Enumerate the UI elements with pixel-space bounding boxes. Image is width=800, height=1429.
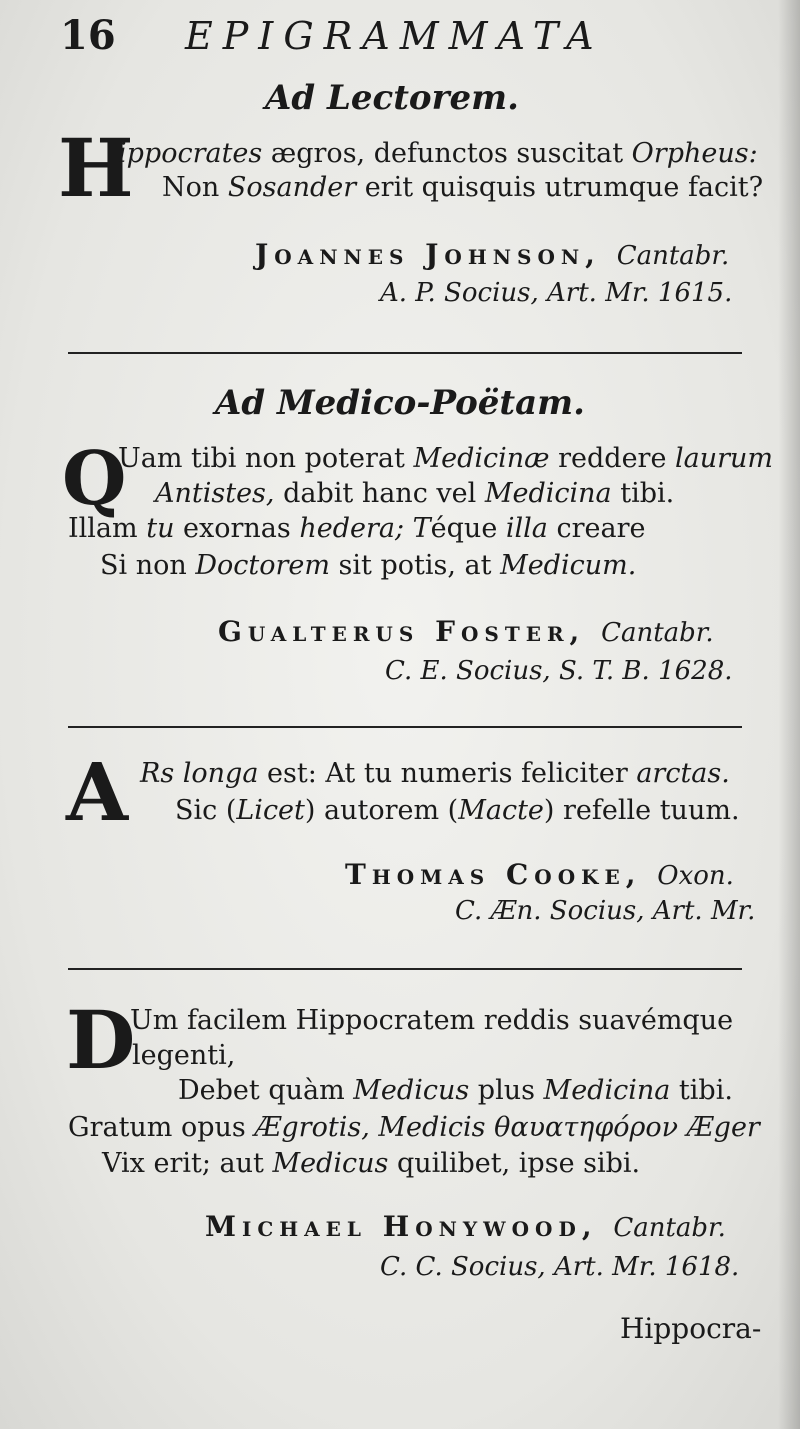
author-name <box>345 858 734 891</box>
drop-cap: Q <box>62 436 127 522</box>
verse-fragment: est: At tu numeris feliciter <box>258 758 637 789</box>
verse-fragment: reddere <box>549 443 676 474</box>
verse-fragment: Medicus <box>272 1148 389 1179</box>
section-divider <box>68 726 742 728</box>
verse-fragment: Æger <box>678 1112 760 1143</box>
author-text: Joannes Johnson, <box>255 238 601 271</box>
author-university: Cantabr. <box>616 241 730 271</box>
author-text: Gualterus Foster, <box>218 615 586 648</box>
verse-fragment: Medicus <box>353 1075 470 1106</box>
verse-fragment: illa <box>505 513 548 544</box>
verse-fragment: tibi. <box>670 1075 733 1106</box>
verse-line <box>162 172 763 203</box>
verse-fragment: Vix erit; aut <box>102 1148 273 1179</box>
verse-fragment: Rs longa <box>140 758 259 789</box>
verse-line <box>140 758 730 789</box>
page-spine-shadow <box>778 0 800 1429</box>
author-university: Cantabr. <box>613 1213 726 1243</box>
verse-line <box>68 513 645 544</box>
author-university: Oxon. <box>657 861 734 891</box>
verse-line <box>118 443 773 474</box>
author-affiliation: C. E. Socius, S. T. B. 1628. <box>385 656 733 686</box>
drop-cap: A <box>66 745 129 839</box>
verse-line <box>100 550 636 581</box>
verse-fragment: plus <box>469 1075 544 1106</box>
verse-fragment: creare <box>547 513 646 544</box>
author-university: Cantabr. <box>601 618 714 648</box>
verse-fragment: tu <box>146 513 175 544</box>
verse-fragment: Illam <box>68 513 147 544</box>
running-title: EPIGRAMMATA <box>185 14 604 58</box>
author-affiliation: C. Æn. Socius, Art. Mr. <box>455 896 756 926</box>
verse-fragment: ) refelle tuum. <box>543 795 740 826</box>
verse-fragment: laurum <box>675 443 774 474</box>
verse-line <box>102 1148 640 1179</box>
verse-line <box>68 1112 760 1143</box>
verse-line <box>175 795 740 826</box>
author-name <box>255 238 729 271</box>
author-name <box>218 615 714 648</box>
author-affiliation: C. C. Socius, Art. Mr. 1618. <box>380 1252 740 1282</box>
verse-fragment: Non <box>162 172 228 203</box>
verse-fragment: Antistes, <box>155 478 275 509</box>
verse-fragment: Macte <box>458 795 544 826</box>
author-affiliation: A. P. Socius, Art. Mr. 1615. <box>380 278 733 308</box>
verse-fragment: ) autorem ( <box>304 795 459 826</box>
verse-fragment: hedera; T <box>299 513 431 544</box>
verse-fragment: Medicum. <box>500 550 637 581</box>
verse-fragment: Licet <box>236 795 305 826</box>
verse-fragment: arctas. <box>636 758 730 789</box>
verse-fragment: Si non <box>100 550 196 581</box>
verse-fragment: erit quisquis utrumque facit? <box>356 172 764 203</box>
verse-fragment: Gratum opus <box>68 1112 255 1143</box>
drop-cap: H <box>58 121 134 215</box>
verse-fragment: Doctorem <box>195 550 330 581</box>
author-name <box>205 1210 726 1243</box>
verse-fragment: Sic ( <box>175 795 237 826</box>
verse-fragment: éque <box>430 513 506 544</box>
verse-line: legenti, <box>132 1040 236 1071</box>
verse-fragment: Medicinæ <box>413 443 550 474</box>
verse-fragment: Orpheus: <box>631 138 758 169</box>
verse-fragment: Medicina <box>484 478 612 509</box>
verse-fragment: Debet quàm <box>178 1075 354 1106</box>
drop-cap: D <box>66 993 136 1087</box>
verse-line <box>155 478 674 509</box>
author-text: Michael Honywood, <box>205 1210 598 1243</box>
verse-fragment: sit potis, at <box>329 550 501 581</box>
verse-fragment: exornas <box>174 513 300 544</box>
verse-line <box>178 1075 733 1106</box>
page-number: 16 <box>60 12 116 59</box>
verse-fragment: quilibet, ipse sibi. <box>388 1148 641 1179</box>
verse-line: Um facilem Hippocratem reddis suavémque <box>130 1005 734 1036</box>
verse-fragment: ippocrates <box>118 138 263 169</box>
verse-fragment: Ægrotis, Medicis θαυατηφόρον <box>254 1112 679 1143</box>
verse-fragment: Medicina <box>543 1075 671 1106</box>
section-divider <box>68 352 742 354</box>
verse-fragment: tibi. <box>611 478 675 509</box>
author-text: Thomas Cooke, <box>345 858 642 891</box>
section-title: Ad Lectorem. <box>265 78 519 118</box>
section-divider <box>68 968 742 970</box>
section-title: Ad Medico-Poëtam. <box>215 383 585 423</box>
verse-fragment: ægros, defunctos suscitat <box>262 138 632 169</box>
verse-fragment: dabit hanc vel <box>274 478 485 509</box>
verse-fragment: Uam tibi non poterat <box>118 443 414 474</box>
verse-line <box>118 138 758 169</box>
catchword: Hippocra- <box>620 1312 762 1345</box>
verse-fragment: Sosander <box>227 172 357 203</box>
